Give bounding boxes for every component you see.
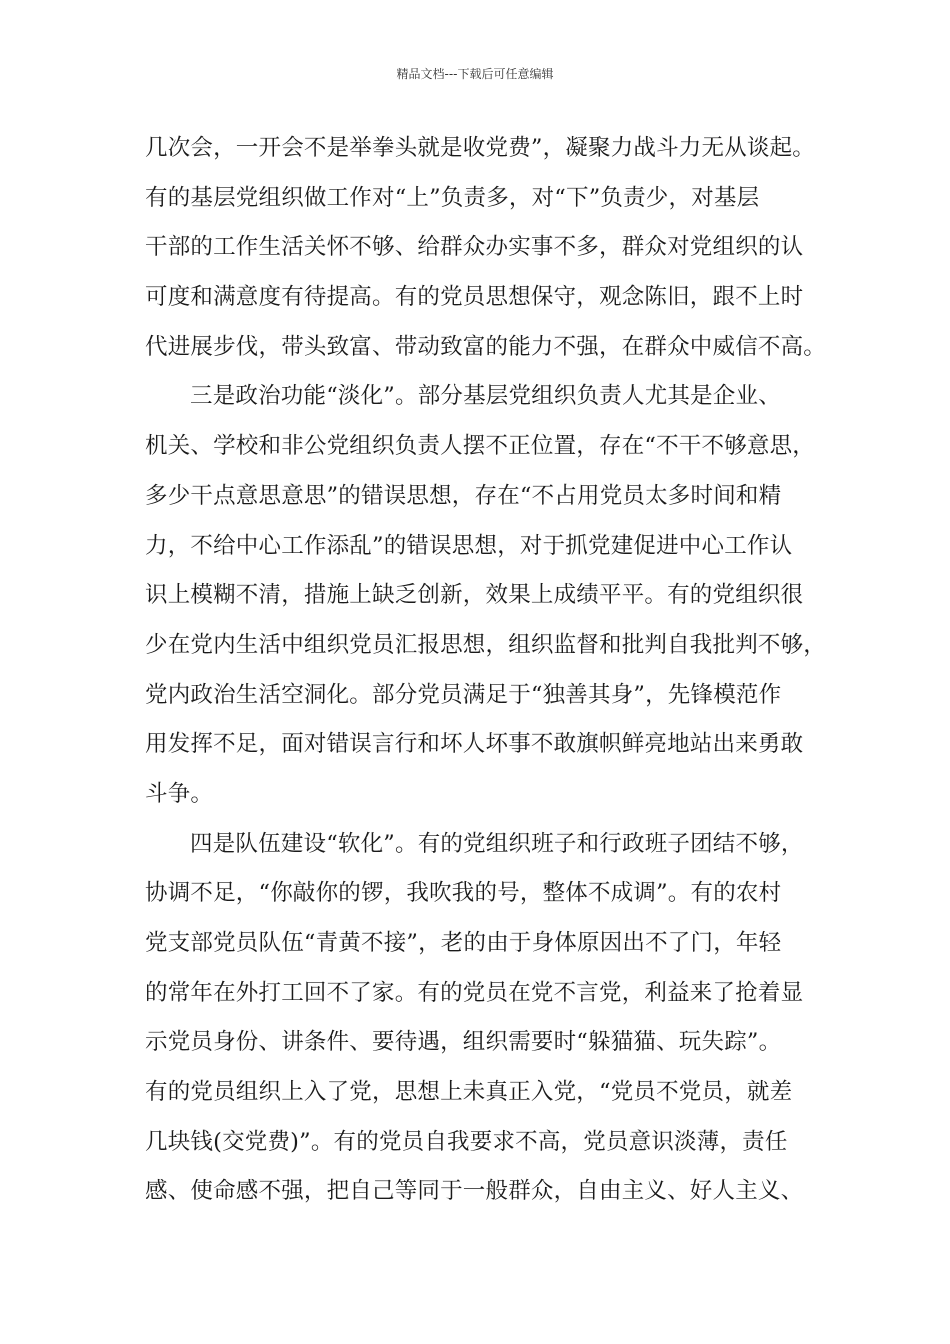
text-line-9: 力，不给中心工作添乱”的错误思想，对于抓党建促进中心工作认: [145, 532, 793, 559]
text-line-20: 有的党员组织上入了党，思想上未真正入党，“党员不党员，就差: [145, 1079, 793, 1106]
text-line-11: 少在党内生活中组织党员汇报思想，组织监督和批判自我批判不够，: [145, 631, 827, 658]
text-line-12: 党内政治生活空洞化。部分党员满足于“独善其身”，先锋模范作: [145, 681, 782, 708]
text-line-13: 用发挥不足，面对错误言行和坏人坏事不敢旗帜鲜亮地站出来勇敢: [145, 731, 804, 758]
text-line-22: 感、使命感不强，把自己等同于一般群众，自由主义、好人主义、: [145, 1178, 804, 1205]
paragraph-start-team-building: 四是队伍建设“软化”。有的党组织班子和行政班子团结不够，: [190, 830, 804, 857]
page-header: 精品文档---下载后可任意编辑: [396, 67, 554, 81]
text-line-4: 可度和满意度有待提高。有的党员思想保守，观念陈旧，跟不上时: [145, 284, 804, 311]
text-line-1: 几次会，一开会不是举拳头就是收党费”，凝聚力战斗力无从谈起。: [145, 135, 816, 161]
text-line-7: 机关、学校和非公党组织负责人摆不正位置，存在“不干不够意思，: [145, 433, 816, 460]
text-line-2: 有的基层党组织做工作对“上”负责多，对“下”负责少，对基层: [145, 184, 760, 211]
document-body: [145, 130, 835, 1223]
text-line-5: 代进展步伐，带头致富、带动致富的能力不强，在群众中威信不高。: [145, 333, 827, 360]
text-line-21: 几块钱(交党费)”。有的党员自我要求不高，党员意识淡薄，责任: [145, 1128, 788, 1155]
text-line-14: 斗争。: [145, 780, 214, 807]
text-line-16: 协调不足，“你敲你的锣，我吹我的号，整体不成调”。有的农村: [145, 880, 782, 907]
text-line-19: 示党员身份、讲条件、要待遇，组织需要时“躲猫猫、玩失踪”。: [145, 1029, 782, 1056]
text-line-18: 的常年在外打工回不了家。有的党员在党不言党，利益来了抢着显: [145, 979, 804, 1006]
text-line-10: 识上模糊不清，措施上缺乏创新，效果上成绩平平。有的党组织很: [145, 582, 804, 609]
text-line-8: 多少干点意思意思”的错误思想，存在“不占用党员太多时间和精: [145, 482, 782, 509]
text-line-3: 干部的工作生活关怀不够、给群众办实事不多，群众对党组织的认: [145, 234, 804, 261]
paragraph-start-political-function: 三是政治功能“淡化”。部分基层党组织负责人尤其是企业、: [190, 383, 781, 410]
text-line-17: 党支部党员队伍“青黄不接”，老的由于身体原因出不了门，年轻: [145, 930, 782, 956]
